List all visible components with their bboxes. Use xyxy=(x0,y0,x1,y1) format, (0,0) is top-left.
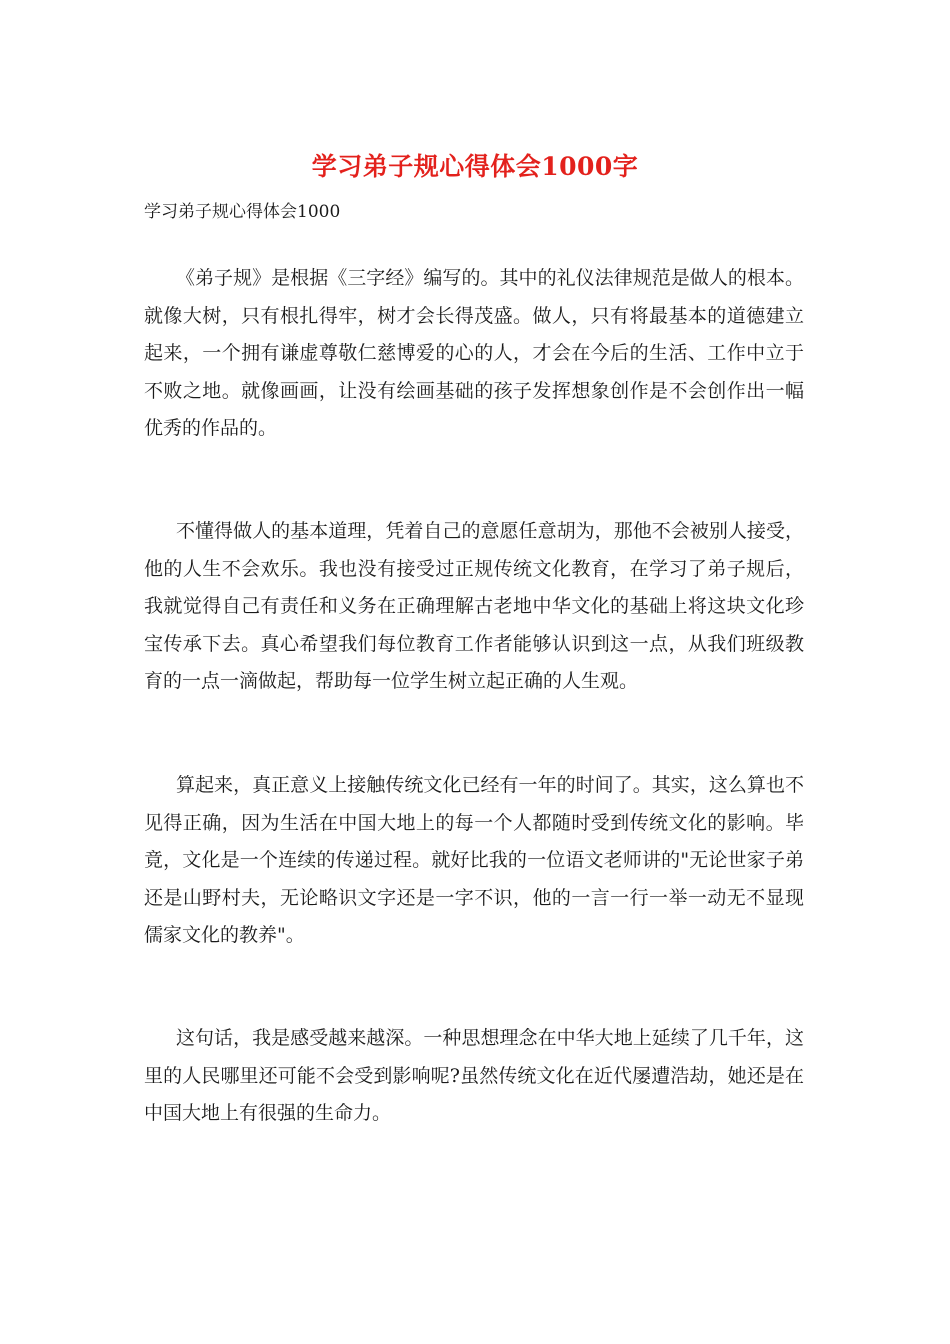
body-paragraph-4: 这句话，我是感受越来越深。一种思想理念在中华大地上延续了几千年，这里的人民哪里还可能不会受到影响呢?虽然传统文化在近代屡遭浩劫，她还是在中国大地上有很强的生命力。 xyxy=(144,1027,804,1124)
body-paragraph-2: 不懂得做人的基本道理，凭着自己的意愿任意胡为，那他不会被别人接受，他的人生不会欢乐。我也没有接受过正规传统文化教育，在学习了弟子规后，我就觉得自己有责任和义务在正确理解古老地中华文化的基础上将这块文化珍宝传承下去。真心希望我们每位教育工作者能够认识到这一点，从我们班级教育的一点一滴做起，帮助每一位学生树立起正确的人生观。 xyxy=(144,520,804,692)
page-title: 学习弟子规心得体会1000字 xyxy=(311,152,639,181)
document-subtitle: 学习弟子规心得体会1000 xyxy=(144,202,341,222)
body-paragraph-3: 算起来，真正意义上接触传统文化已经有一年的时间了。其实，这么算也不见得正确，因为生活在中国大地上的每一个人都随时受到传统文化的影响。毕竟，文化是一个连续的传递过程。就好比我的一位语文老师讲的"无论世家子弟还是山野村夫，无论略识文字还是一字不识，他的一言一行一举一动无不显现儒家文化的教养"。 xyxy=(144,774,804,946)
body-paragraph-1: 《弟子规》是根据《三字经》编写的。其中的礼仪法律规范是做人的根本。就像大树，只有根扎得牢，树才会长得茂盛。做人，只有将最基本的道德建立起来，一个拥有谦虚尊敬仁慈博爱的心的人，才会在今后的生活、工作中立于不败之地。就像画画，让没有绘画基础的孩子发挥想象创作是不会创作出一幅优秀的作品的。 xyxy=(144,267,804,439)
